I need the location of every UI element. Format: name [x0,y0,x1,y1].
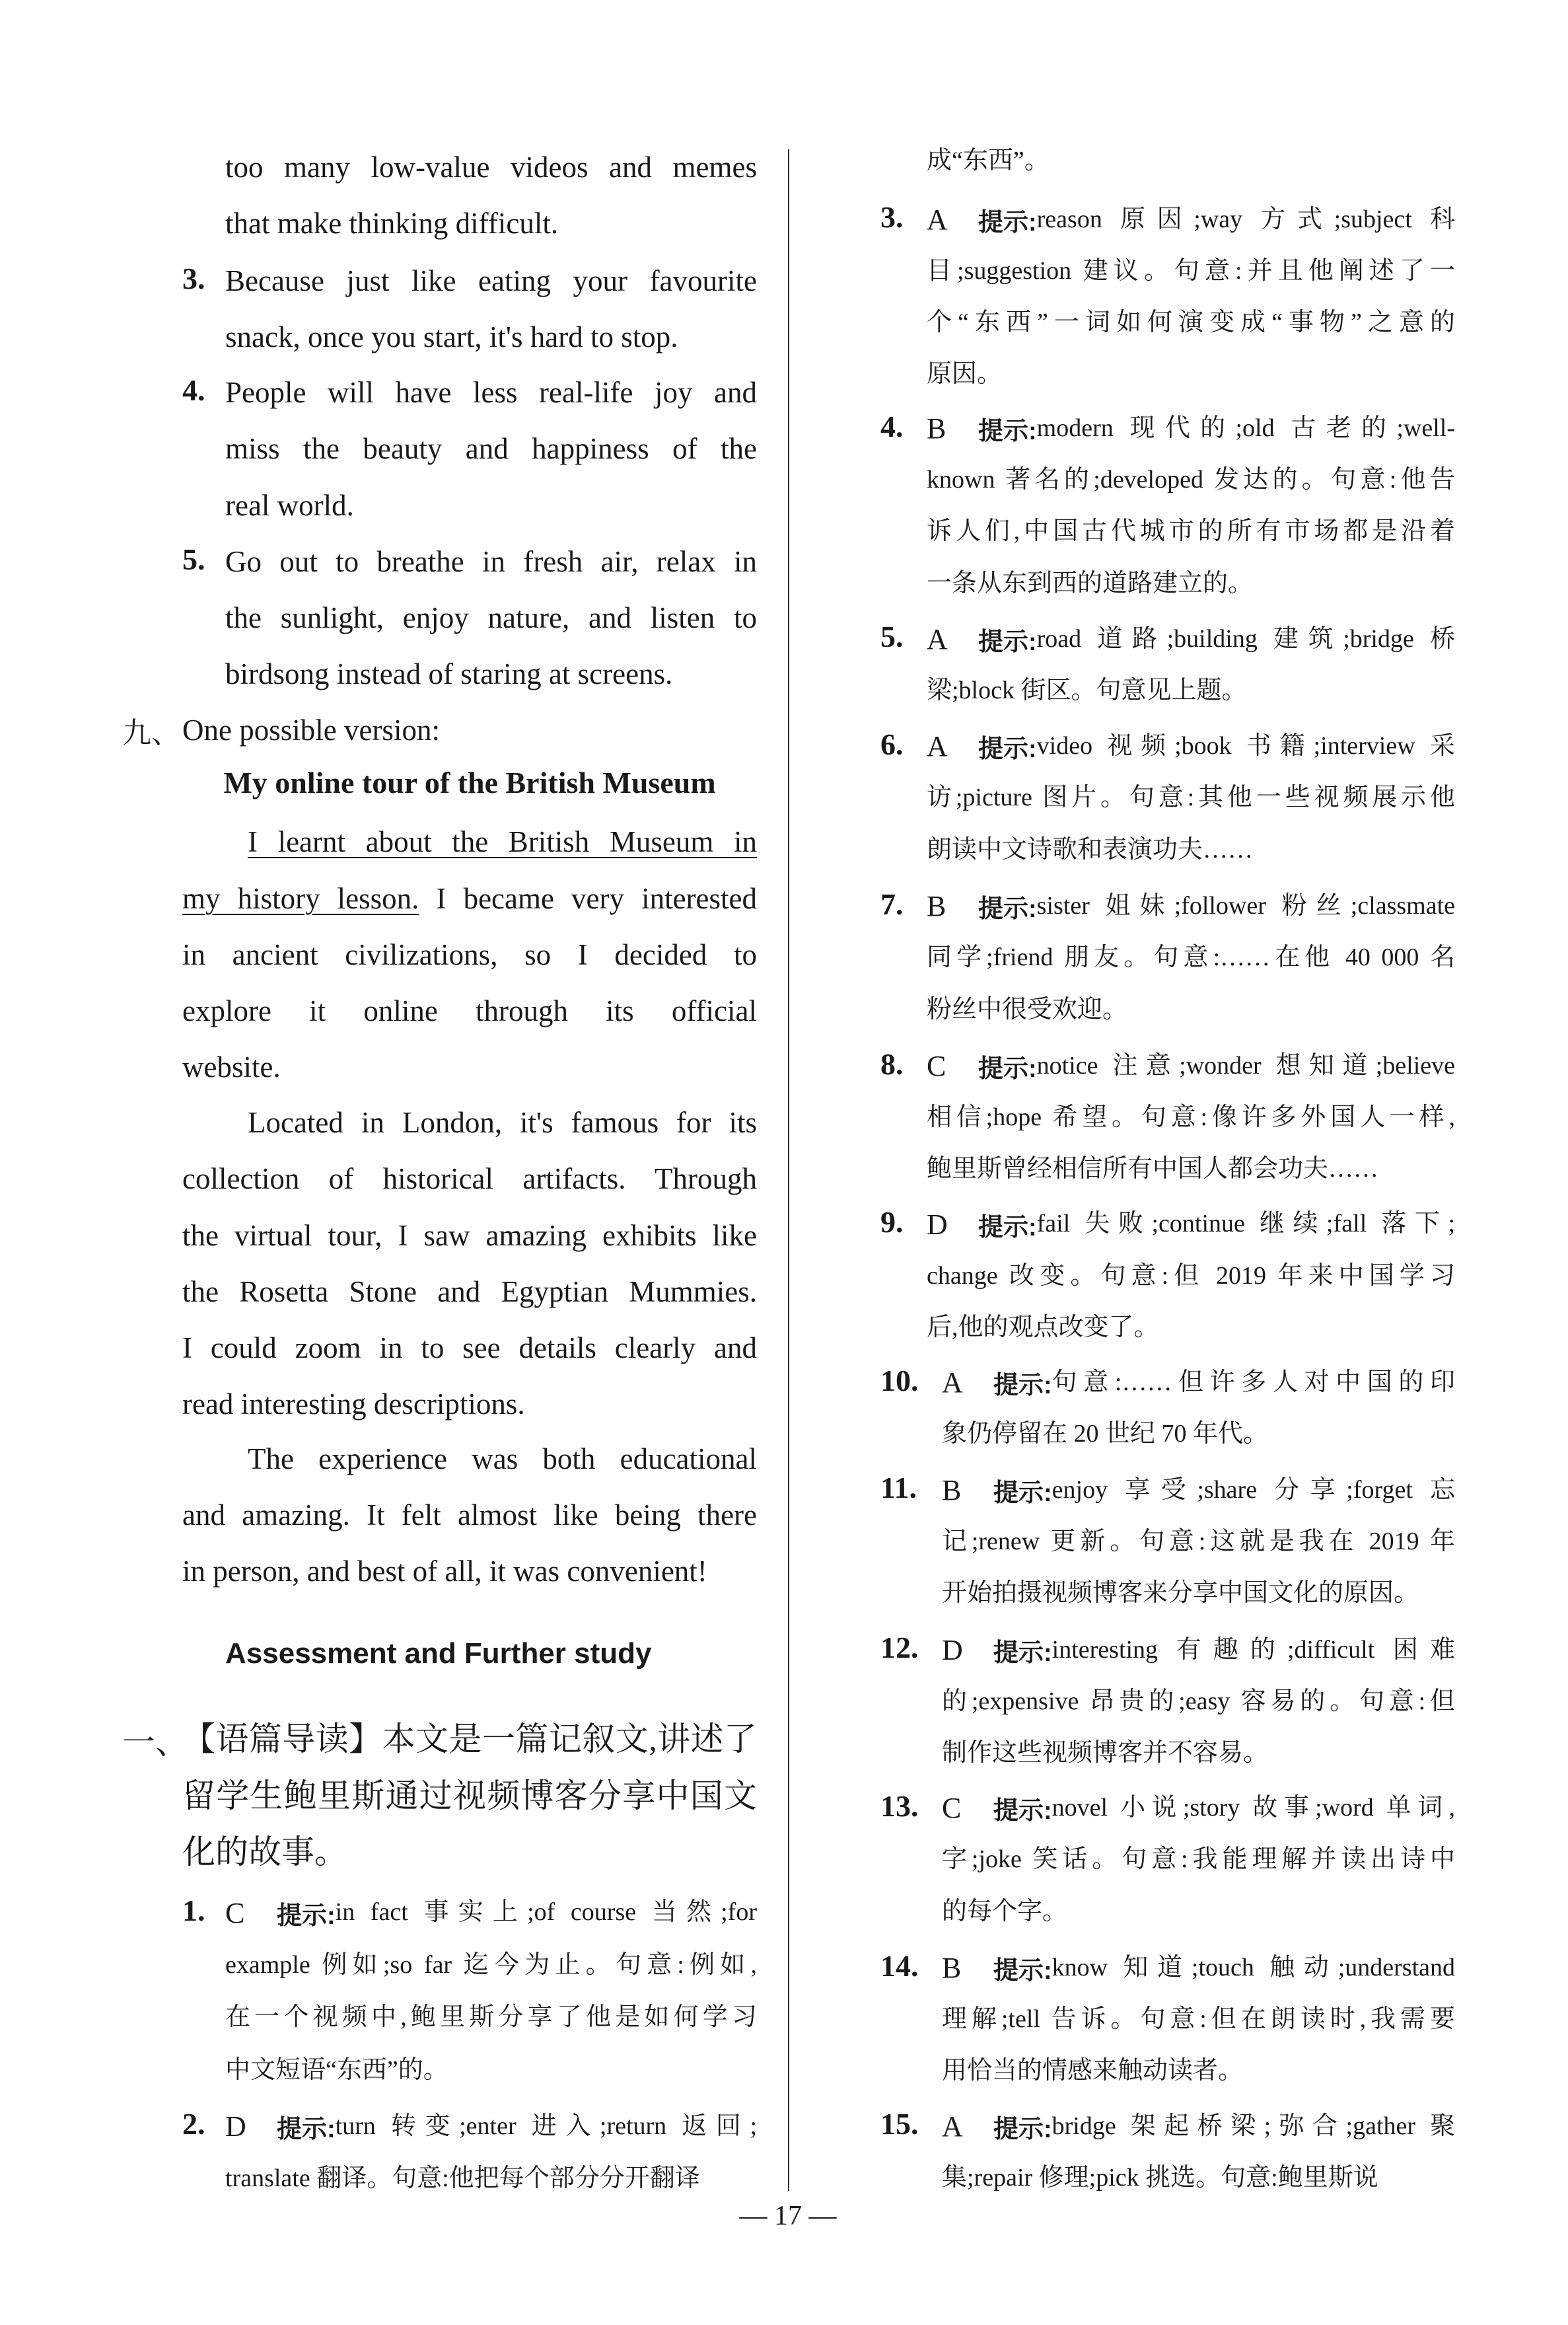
answer-number: 12. [880,1631,919,1665]
hint-label: 提示: [978,895,1037,924]
answer-number: 14. [880,1948,919,1983]
underlined-text: I learnt about the British Museum in [248,825,757,859]
line-text: 成“东西”。 [927,147,1050,175]
text-line [225,196,757,252]
answer-line [942,2046,1455,2097]
answer-line [927,1092,1455,1144]
answer-line [942,1994,1455,2046]
item-number: 5. [182,542,205,576]
underlined-text: my history lesson. [182,881,419,915]
line-text: bridge 架起桥梁;弥合;gather 聚 [1051,2112,1455,2140]
answer-choice: A [927,622,948,655]
answer-line [942,1464,1455,1516]
answer-line [942,1676,1455,1727]
line-text: 记;renew 更新。句意:这就是我在 2019 年 [942,1527,1455,1555]
answer-line [927,721,1455,772]
answer-line [927,455,1455,506]
hint-label: 提示: [978,1055,1037,1084]
line-text: 朗读中文诗歌和表演功夫…… [927,835,1254,864]
answer-line [927,506,1455,558]
list-item-line [225,646,757,702]
answer-number: 4. [880,409,904,443]
line-text: 的每个字。 [942,1897,1068,1925]
line-text: the Rosetta Stone and Egyptian Mummies. [182,1274,757,1308]
answer-line [225,2153,757,2205]
line-text: 同学;friend 朋友。句意:……在他 40 000 名 [927,943,1455,972]
line-text: in person, and best of all, it was convenient! [182,1555,707,1588]
answer-line [942,1568,1455,1619]
text-line [225,139,757,196]
line-text: turn 转变;enter 进入;return 返回; [335,2112,757,2140]
line-text: the sunlight, enjoy nature, and listen to [225,601,757,634]
section-label: 九、 [122,717,180,750]
answer-choice: B [942,1952,962,1985]
line-text: explore it online through its official [182,994,757,1027]
list-item-line [225,309,757,365]
section-1-line [122,1711,757,1767]
answer-choice: C [942,1792,962,1825]
essay-line [248,1430,757,1487]
line-text: too many low-value videos and memes [225,150,757,184]
line-text: The experience was both educational [248,1442,757,1475]
line-text: I became very interested [419,881,757,915]
answer-line [927,665,1455,716]
list-item-line [225,421,757,477]
line-text: real world. [225,488,354,522]
hint-label: 提示: [993,1372,1052,1400]
line-text: 诉人们,中国古代城市的所有市场都是沿着 [927,517,1455,546]
line-text: miss the beauty and happiness of the [225,432,757,466]
line-text: know 知道;touch 触动;understand [1051,1953,1455,1981]
hint-label: 提示: [978,1213,1037,1241]
answer-line [927,558,1455,609]
essay-line [248,814,757,870]
answer-line [927,984,1455,1035]
answer-choice: A [942,2110,963,2143]
hint-label: 提示: [978,208,1037,237]
item-number: 3. [182,261,205,295]
hint-label: 提示: [993,2115,1052,2143]
answer-line [927,881,1455,932]
hint-label: 提示: [978,628,1037,656]
answer-line [225,2044,757,2097]
line-text: known 著名的;developed 发达的。句意:他告 [927,466,1455,494]
answer-line [225,1886,757,1939]
line-text: novel 小说;story 故事;word 单词, [1051,1794,1455,1822]
line-text: modern 现代的;old 古老的;well- [1036,414,1455,442]
line-text: 用恰当的情感来触动读者。 [942,2057,1244,2085]
line-text: the virtual tour, I saw amazing exhibits like [182,1218,757,1252]
line-text: read interesting descriptions. [182,1387,525,1421]
section-1-line [182,1768,757,1824]
answer-line [927,297,1455,349]
answer-line [927,1199,1455,1250]
line-text: Go out to breathe in fresh air, relax in [225,544,757,578]
line-text: 制作这些视频博客并不容易。 [942,1738,1269,1767]
line-text: example 例如;so far 迄今为止。句意:例如, [225,1950,757,1979]
answer-line [927,194,1455,245]
hint-label: 提示: [993,1957,1052,1985]
answer-choice: B [927,890,946,923]
line-text: in fact 事实上;of course 当然;for [335,1898,757,1927]
answer-number: 3. [880,200,904,235]
answer-choice: A [942,1366,963,1399]
line-text: collection of historical artifacts. Through [182,1162,757,1196]
list-item-line [225,365,757,421]
answer-line [927,772,1455,824]
answer-line [942,1357,1455,1409]
line-text: 留学生鲍里斯通过视频博客分享中国文 [182,1777,757,1814]
line-text: 开始拍摄视频博客来分享中国文化的原因。 [942,1579,1419,1607]
answer-line [927,824,1455,875]
answer-number: 15. [880,2107,919,2141]
answer-line [927,1144,1455,1195]
section-9-heading [122,702,757,758]
hint-label: 提示: [993,1639,1052,1667]
answer-choice: B [942,1473,962,1506]
answer-number: 6. [880,727,904,761]
line-text: change 改变。句意:但 2019 年来中国学习 [927,1261,1455,1290]
line-text: Located in London, it's famous for its [248,1106,757,1140]
hint-label: 提示: [978,418,1037,446]
line-text: 鲍里斯曾经相信所有中国人都会功夫…… [927,1155,1379,1183]
essay-line [182,1039,757,1095]
answer-choice: C [225,1896,245,1929]
line-text: road 道路;building 建筑;bridge 桥 [1036,624,1455,653]
line-text: 句意:……但许多人对中国的印 [1051,1368,1455,1397]
line-text: sister 姐妹;follower 粉丝;classmate [1036,892,1455,920]
line-text: 梁;block 街区。句意见上题。 [927,676,1247,704]
answer-line [942,1834,1455,1886]
page-number: — 17 — [739,2201,837,2231]
line-text: 原因。 [927,360,1003,388]
answer-line [225,2100,757,2153]
essay-title: My online tour of the British Museum [223,766,716,799]
line-text: People will have less real-life joy and [225,376,757,410]
line-text: video 视频;book 书籍;interview 采 [1036,732,1455,760]
answer-line [942,1886,1455,1937]
answer-number: 9. [880,1205,904,1239]
answer-line [927,613,1455,665]
section-label: 一、 [122,1723,188,1761]
assessment-heading: Assessment and Further study [225,1637,652,1670]
essay-line [182,1376,757,1432]
answer-choice: D [225,2110,246,2143]
essay-line [182,1320,757,1376]
hint-label: 提示: [277,2115,336,2143]
answer-choice: C [927,1050,946,1083]
line-text: 化的故事。 [182,1833,347,1870]
essay-line-text [248,823,757,862]
essay-line [182,870,757,926]
answer-line [927,1250,1455,1302]
line-text: 集;repair 修理;pick 挑选。句意:鲍里斯说 [942,2163,1378,2192]
line-text: 相信;hope 希望。句意:像许多外国人一样, [927,1103,1455,1132]
answer-line [942,1942,1455,1994]
line-text: 个“东西”一词如何演变成“事物”之意的 [927,308,1455,336]
essay-line [182,926,757,982]
answer-choice: A [927,730,948,763]
essay-line [182,1151,757,1207]
answer-choice: D [942,1633,963,1666]
answer-line [942,1516,1455,1568]
line-text: 中文短语“东西”的。 [225,2056,448,2085]
answer-line [225,1991,757,2044]
line-text: Because just like eating your favourite [225,264,757,297]
answer-number: 8. [880,1047,904,1081]
hint-label: 提示: [993,1797,1052,1826]
answer-number: 7. [880,887,904,921]
line-text: 目;suggestion 建议。句意:并且他阐述了一 [927,256,1455,285]
line-text: 字;joke 笑话。句意:我能理解并读出诗中 [942,1845,1455,1874]
answer-line [927,932,1455,984]
answer-line [927,403,1455,455]
line-text: 后,他的观点改变了。 [927,1313,1159,1341]
line-text: snack, once you start, it's hard to stop. [225,320,678,353]
line-text: that make thinking difficult. [225,207,559,240]
item-number: 4. [182,373,205,408]
line-text: fail 失败;continue 继续;fall 落下; [1036,1210,1455,1238]
hint-label: 提示: [978,735,1037,764]
line-text: 粉丝中很受欢迎。 [927,995,1128,1023]
line-text: 理解;tell 告诉。句意:但在朗读时,我需要 [942,2005,1455,2034]
answer-line [927,1302,1455,1353]
essay-line [182,1543,757,1600]
line-text: translate 翻译。句意:他把每个部分分开翻译 [225,2164,700,2193]
hint-label: 提示: [277,1901,336,1930]
answer-line [927,245,1455,297]
answer-number: 10. [880,1363,919,1397]
list-item-line [225,477,757,533]
answer-number: 11. [880,1471,917,1505]
text-line [927,135,1455,187]
answer-line [942,1783,1455,1834]
line-text: 的;expensive 昂贵的;easy 容易的。句意:但 [942,1687,1455,1715]
answer-line [927,1041,1455,1092]
column-divider [788,149,789,2191]
essay-line [182,983,757,1039]
list-item-line [225,533,757,589]
essay-line-text [182,879,757,918]
line-text: 访;picture 图片。句意:其他一些视频展示他 [927,784,1455,812]
answer-number: 2. [182,2107,205,2141]
answer-choice: B [927,412,946,445]
hint-label: 提示: [993,1479,1052,1507]
essay-line [182,1487,757,1543]
answer-line [942,1409,1455,1460]
essay-line [182,1207,757,1263]
answer-line [942,2100,1455,2152]
answer-line [942,1728,1455,1779]
answer-choice: A [927,203,948,236]
line-text: reason 原因;way 方式;subject 科 [1036,205,1455,233]
line-text: interesting 有趣的;difficult 困难 [1051,1635,1455,1664]
answer-line [225,1939,757,1992]
line-text: I could zoom in to see details clearly and [182,1331,757,1365]
line-text: in ancient civilizations, so I decided to [182,938,757,971]
line-text: 一条从东到西的道路建立的。 [927,569,1254,597]
line-text: 【语篇导读】本文是一篇记叙文,讲述了 [182,1720,757,1758]
line-text: 象仍停留在 20 世纪 70 年代。 [942,1420,1269,1448]
answer-line [927,349,1455,400]
list-item-line [225,589,757,646]
answer-choice: D [927,1208,948,1241]
essay-line [248,1095,757,1151]
line-text: and amazing. It felt almost like being there [182,1498,757,1532]
line-text: birdsong instead of staring at screens. [225,657,673,690]
line-text: website. [182,1051,281,1084]
essay-line [182,1264,757,1320]
line-text: 在一个视频中,鲍里斯分享了他是如何学习 [225,2003,757,2032]
list-item-line [225,252,757,309]
line-text: notice 注意;wonder 想知道;believe [1036,1051,1455,1080]
section-1-line [182,1824,757,1880]
answer-number: 1. [182,1894,205,1928]
line-text: enjoy 享受;share 分享;forget 忘 [1051,1475,1455,1504]
answer-number: 5. [880,620,904,654]
answer-number: 13. [880,1789,919,1823]
line-text: One possible version: [182,713,440,747]
answer-line [942,1624,1455,1676]
answer-line [942,2152,1455,2203]
